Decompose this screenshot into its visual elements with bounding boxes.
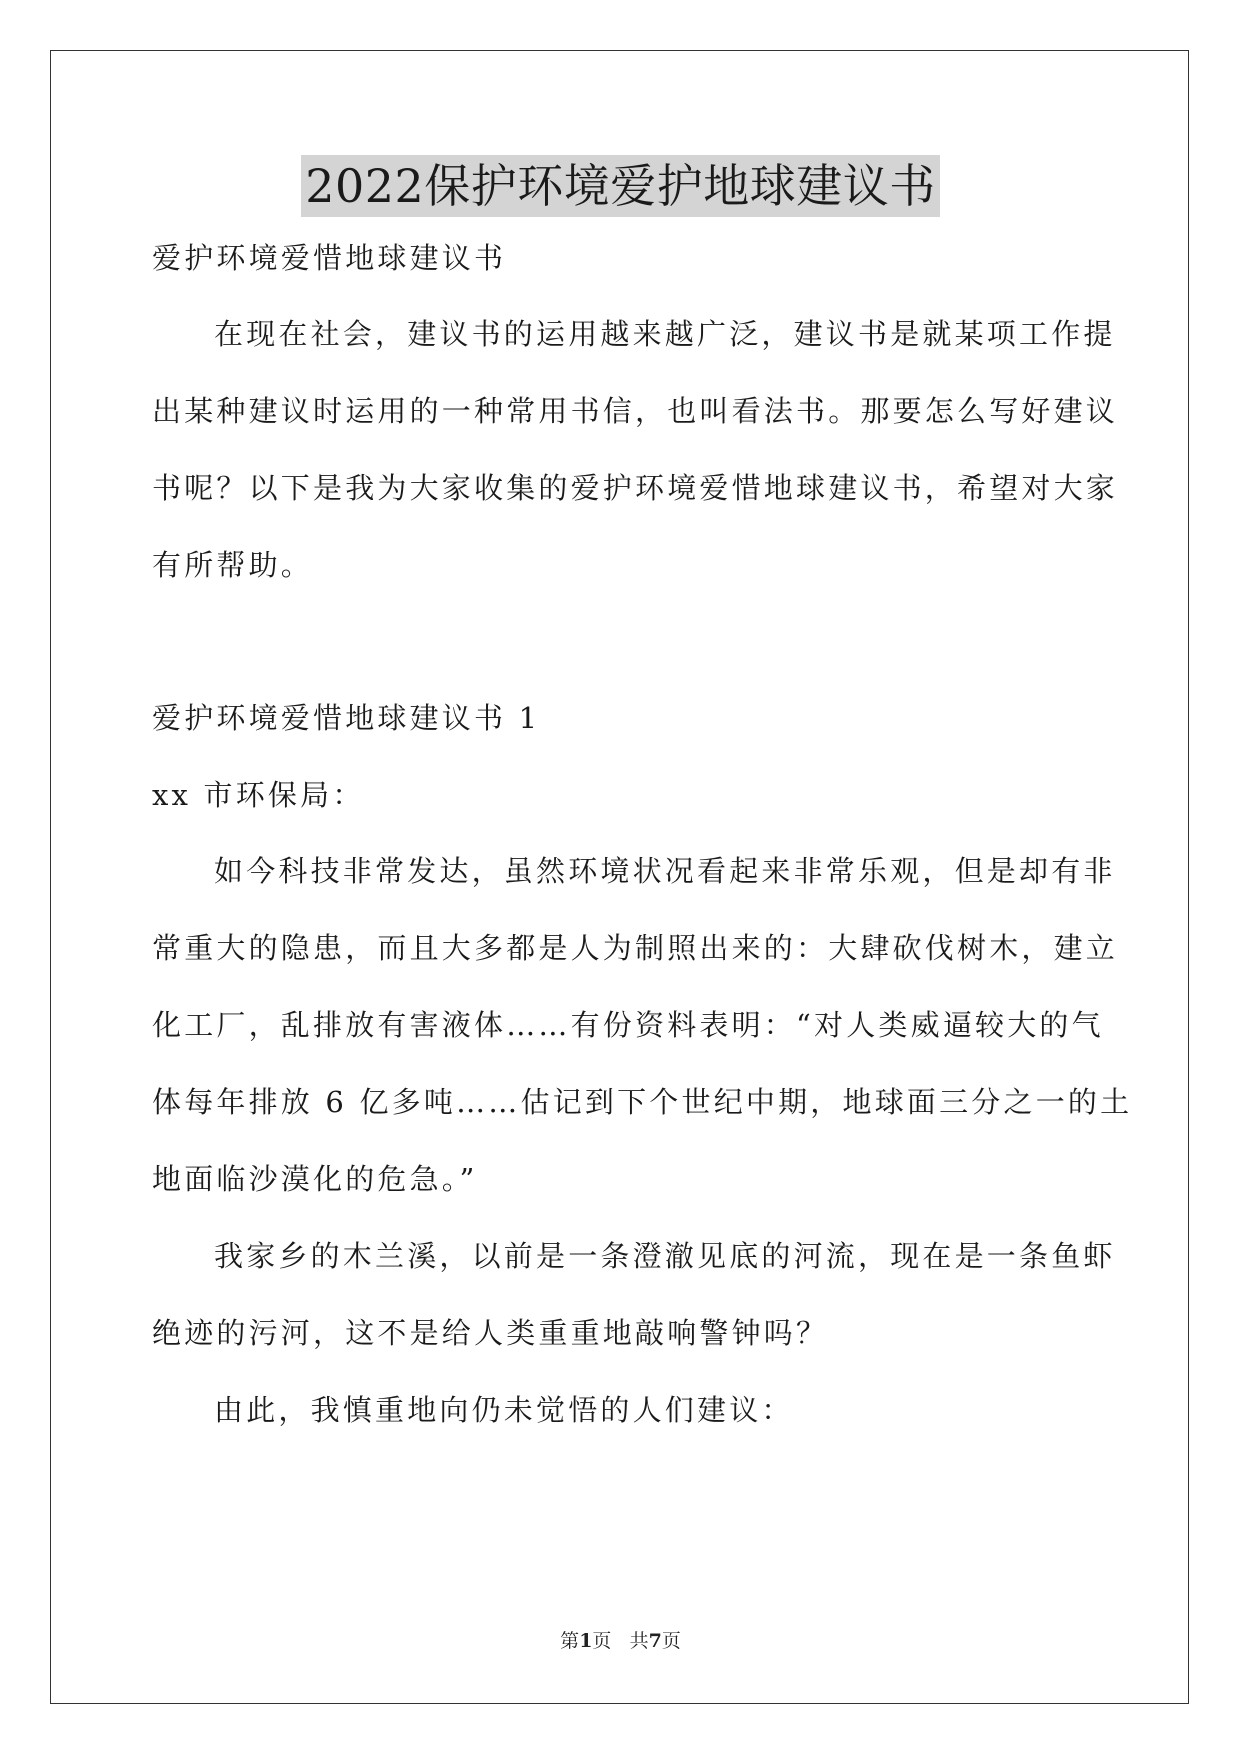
paragraph-line: 绝迹的污河，这不是给人类重重地敲响警钟吗？ <box>152 1316 829 1350</box>
footer-page-number: 1 <box>579 1630 593 1652</box>
paragraph-line: 如今科技非常发达，虽然环境状况看起来非常乐观，但是却有非 <box>214 854 1116 888</box>
paragraph-line: 体每年排放 6 亿多吨……估记到下个世纪中期，地球面三分之一的土 <box>152 1085 1133 1119</box>
footer-total-pages: 7 <box>648 1630 662 1652</box>
paragraph-line: 化工厂，乱排放有害液体……有份资料表明：“对人类威逼较大的气 <box>152 1008 1104 1042</box>
paragraph-line: 地面临沙漠化的危急。” <box>152 1162 478 1196</box>
paragraph-line: 常重大的隐患，而且大多都是人为制照出来的：大肆砍伐树木，建立 <box>152 931 1119 965</box>
section-heading: 爱护环境爱惜地球建议书 1 <box>152 701 541 735</box>
page-footer <box>0 1626 1241 1653</box>
salutation-line: xx 市环保局： <box>152 778 365 812</box>
paragraph-line: 在现在社会，建议书的运用越来越广泛，建议书是就某项工作提 <box>214 317 1116 351</box>
footer-total-suffix: 页 <box>661 1630 681 1652</box>
footer-page-suffix: 页 <box>592 1630 612 1652</box>
footer-prefix: 第 <box>560 1630 580 1652</box>
title-container <box>0 155 1241 217</box>
paragraph-line: 出某种建议时运用的一种常用书信，也叫看法书。那要怎么写好建议 <box>152 394 1119 428</box>
paragraph-line: 有所帮助。 <box>152 548 314 582</box>
document-title: 2022保护环境爱护地球建议书 <box>301 155 940 217</box>
paragraph-line: 我家乡的木兰溪，以前是一条澄澈见底的河流，现在是一条鱼虾 <box>214 1239 1116 1273</box>
paragraph-line: 书呢？以下是我为大家收集的爱护环境爱惜地球建议书，希望对大家 <box>152 471 1119 505</box>
paragraph-line: 由此，我慎重地向仍未觉悟的人们建议： <box>214 1393 794 1427</box>
footer-total-prefix: 共 <box>629 1630 649 1652</box>
subtitle-line: 爱护环境爱惜地球建议书 <box>152 241 507 275</box>
